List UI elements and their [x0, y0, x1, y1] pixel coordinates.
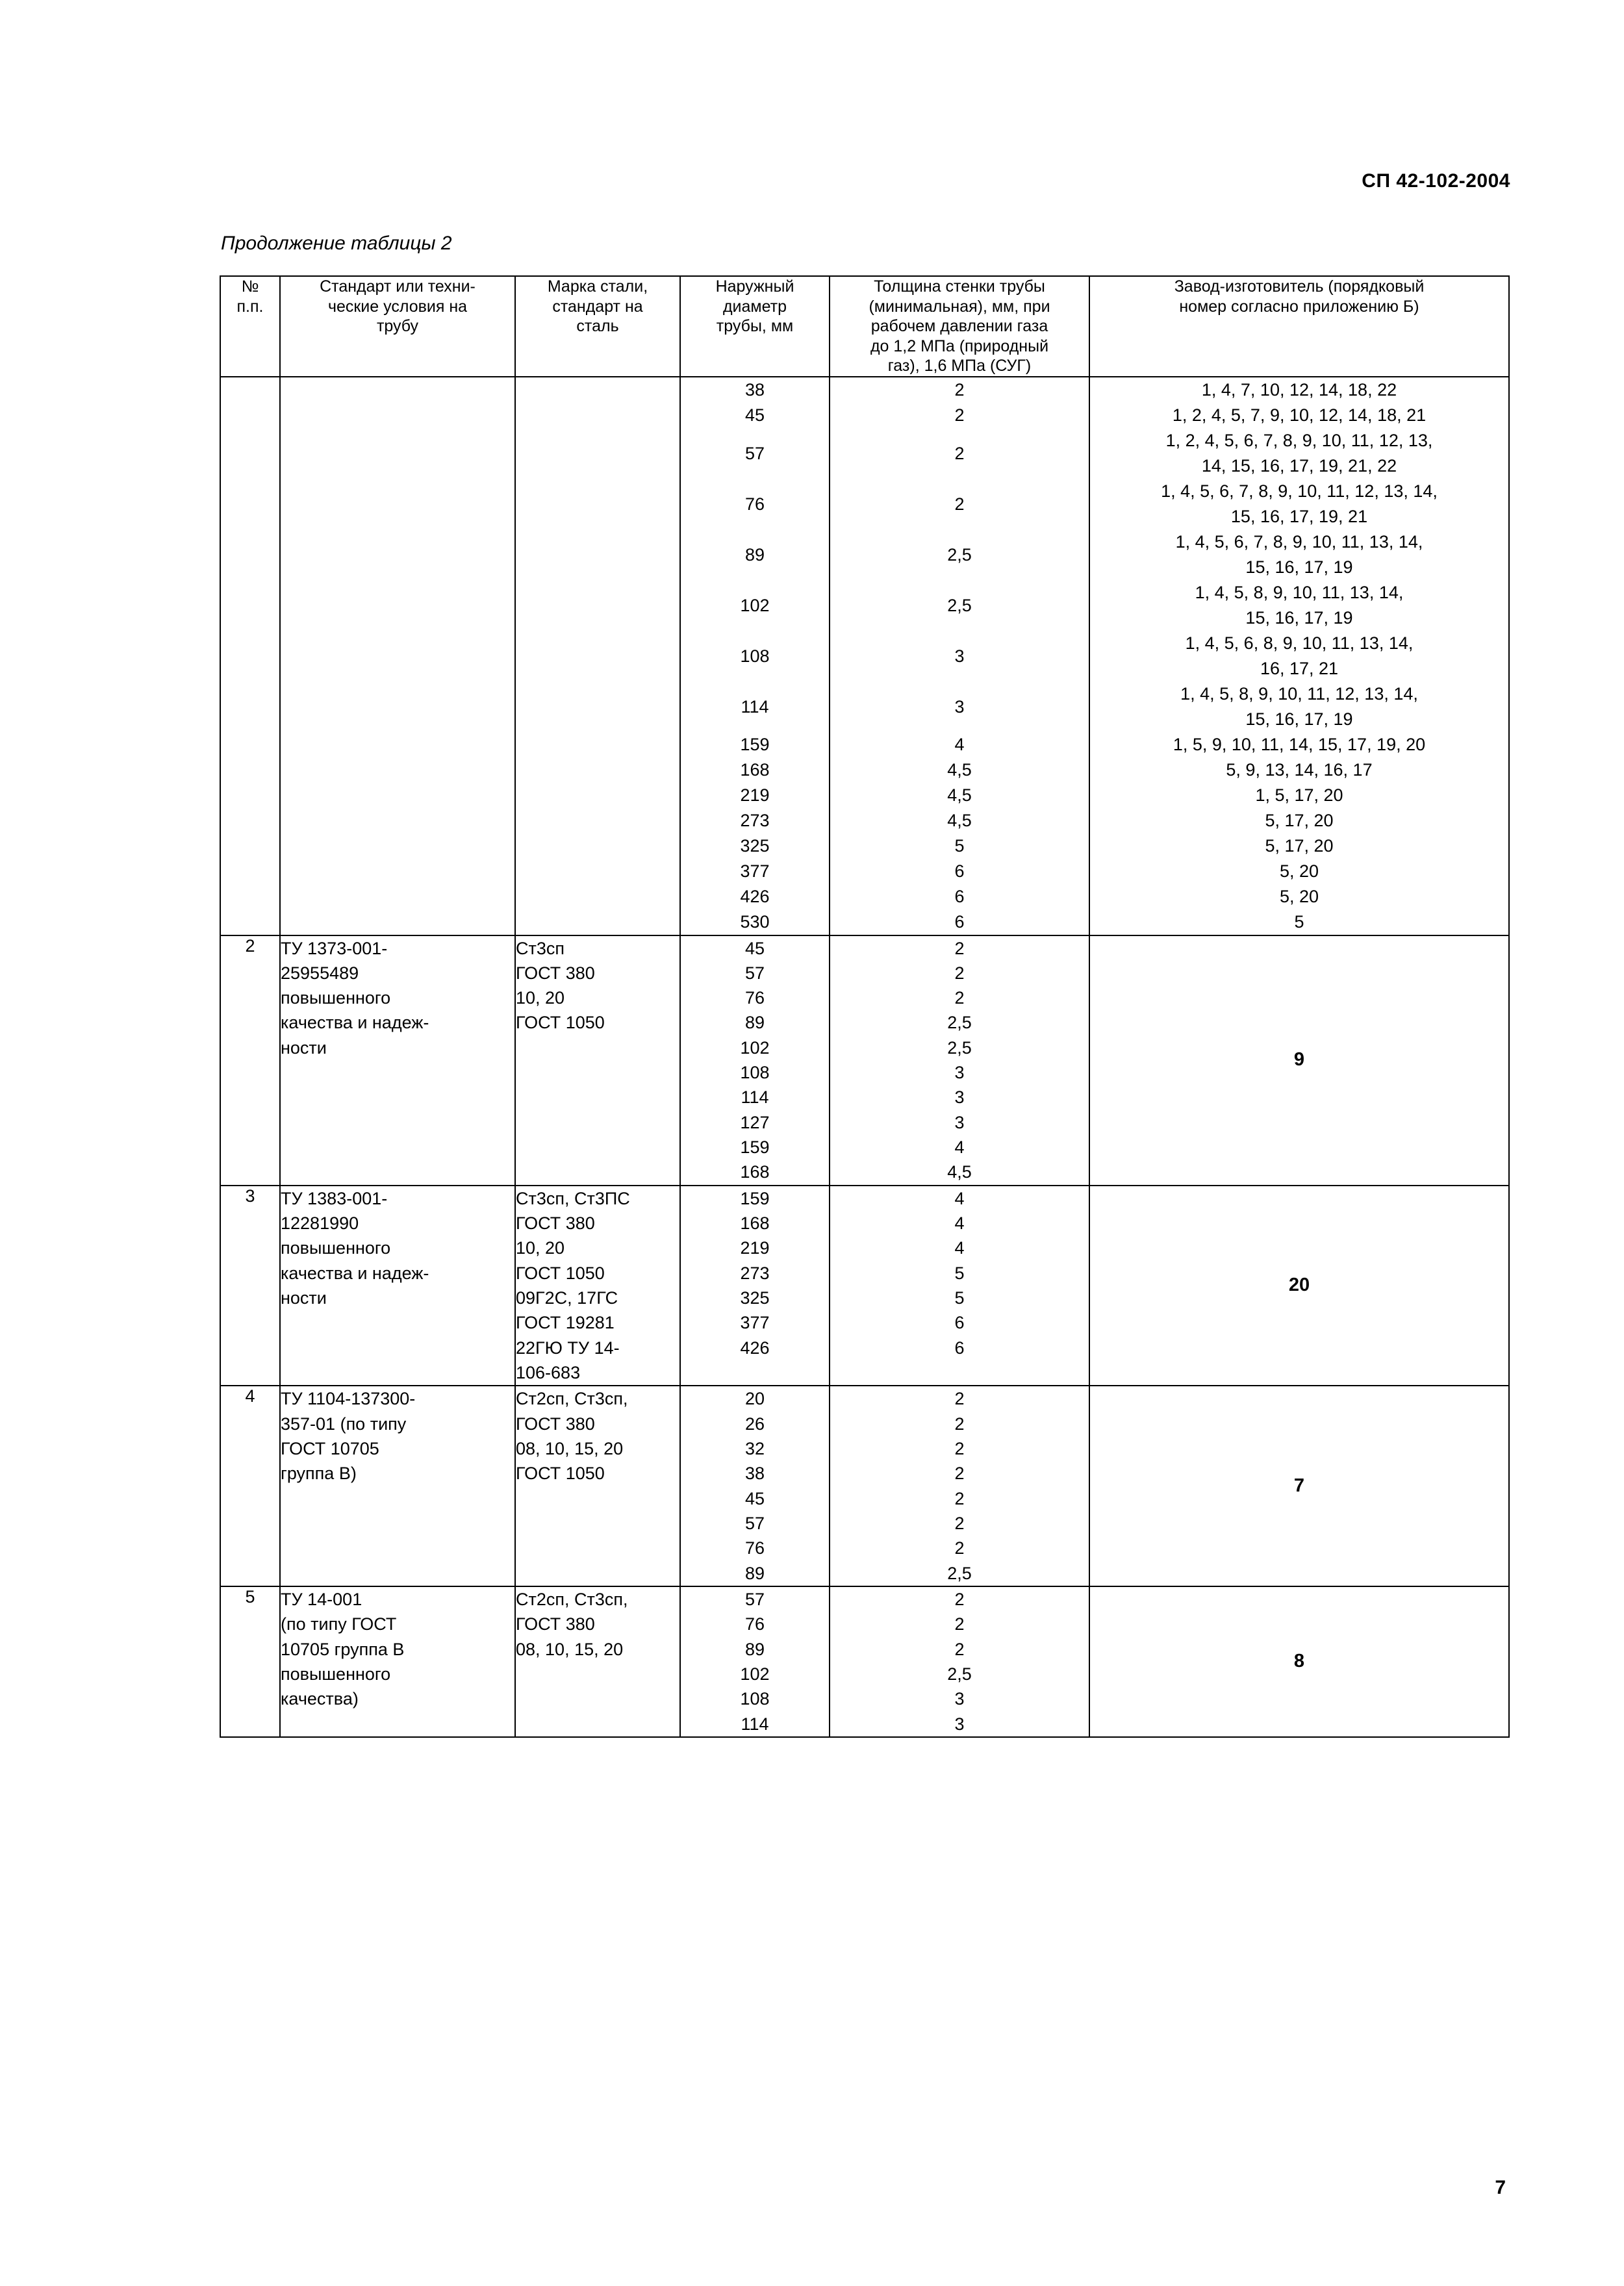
manufacturer-line: 14, 15, 16, 17, 19, 21, 22 — [1201, 455, 1397, 476]
wall-value: 2 — [954, 963, 965, 983]
document-code: СП 42-102-2004 — [1362, 170, 1510, 192]
table-continuation-title: Продолжение таблицы 2 — [221, 233, 452, 254]
diameter-value: 168 — [740, 759, 770, 780]
manufacturer-value — [1090, 681, 1508, 732]
diameter-value: 273 — [740, 1263, 770, 1283]
diameter-value: 219 — [740, 1238, 770, 1258]
header-cell-diameter — [680, 276, 830, 377]
header-standard-line3: трубу — [376, 317, 419, 335]
row-diameter-cell — [680, 377, 830, 935]
diameter-value: 26 — [744, 1414, 765, 1434]
table-row — [220, 1586, 1509, 1737]
manufacturer-value — [1090, 428, 1508, 479]
wall-value: 2 — [954, 1488, 965, 1508]
diameter-value: 325 — [740, 835, 770, 856]
diameter-value: 89 — [744, 1639, 765, 1659]
diameter-value: 32 — [744, 1439, 765, 1459]
manufacturer-line: 1, 4, 7, 10, 12, 14, 18, 22 — [1201, 379, 1397, 400]
wall-value: 2 — [954, 379, 965, 400]
header-steel-line1: Марка стали, — [547, 277, 648, 296]
wall-value: 3 — [954, 1063, 965, 1083]
manufacturer-line: 1, 5, 9, 10, 11, 14, 15, 17, 19, 20 — [1173, 734, 1426, 754]
manufacturer-value — [1090, 403, 1508, 428]
steel-line: 22ГЮ ТУ 14- — [516, 1338, 620, 1358]
row-standard-cell — [280, 1386, 515, 1586]
manufacturer-line: 15, 16, 17, 19 — [1245, 557, 1353, 577]
diameter-value: 102 — [740, 595, 770, 615]
table-row — [220, 377, 1509, 935]
diameter-value: 108 — [740, 646, 770, 666]
standard-line: ности — [281, 1288, 327, 1308]
standard-line: ГОСТ 10705 — [281, 1439, 379, 1459]
diameter-value: 325 — [740, 1288, 770, 1308]
manufacturer-value — [1090, 884, 1508, 909]
manufacturer-line: 5 — [1294, 911, 1304, 932]
diameter-value: 76 — [744, 494, 765, 514]
steel-line: 08, 10, 15, 20 — [516, 1439, 624, 1459]
diameter-value: 57 — [744, 1514, 765, 1534]
diameter-value: 168 — [740, 1162, 770, 1182]
diameter-value: 168 — [740, 1213, 770, 1234]
wall-value: 2,5 — [947, 595, 972, 615]
header-standard-line1: Стандарт или техни- — [320, 277, 476, 296]
wall-value: 4 — [954, 734, 965, 754]
manufacturer-value — [1090, 377, 1508, 403]
wall-value: 4,5 — [947, 785, 972, 805]
manufacturer-line: 1, 2, 4, 5, 7, 9, 10, 12, 14, 18, 21 — [1172, 405, 1427, 425]
manufacturer-value — [1090, 529, 1508, 580]
steel-line: ГОСТ 380 — [516, 963, 595, 983]
header-number-line2: п.п. — [236, 297, 264, 316]
row-diameter-cell — [680, 1386, 830, 1586]
header-cell-manufacturer — [1089, 276, 1509, 377]
manufacturer-value — [1090, 580, 1508, 631]
standard-line: ности — [281, 1037, 327, 1058]
row-steel-cell — [515, 935, 680, 1186]
wall-value: 2 — [954, 988, 965, 1008]
manufacturer-line: 5, 20 — [1279, 861, 1319, 881]
standard-line: группа В) — [281, 1464, 357, 1484]
wall-value: 6 — [954, 911, 965, 932]
table-row — [220, 1186, 1509, 1386]
row-wall-cell — [830, 1386, 1089, 1586]
manufacturer-line: 1, 4, 5, 8, 9, 10, 11, 12, 13, 14, — [1180, 683, 1418, 704]
wall-value: 2 — [954, 1514, 965, 1534]
wall-value: 5 — [954, 1263, 965, 1283]
row-wall-cell — [830, 377, 1089, 935]
row-steel-cell — [515, 1386, 680, 1586]
steel-line: ГОСТ 1050 — [516, 1464, 605, 1484]
manufacturer-value — [1090, 909, 1508, 935]
manufacturer-line: 15, 16, 17, 19, 21 — [1230, 506, 1368, 526]
diameter-value: 377 — [740, 1313, 770, 1333]
wall-value: 3 — [954, 696, 965, 717]
wall-value: 4,5 — [947, 810, 972, 830]
steel-line: 08, 10, 15, 20 — [516, 1639, 624, 1659]
standard-line: ТУ 1104-137300- — [281, 1389, 416, 1409]
steel-line: ГОСТ 19281 — [516, 1313, 615, 1333]
manufacturer-line: 1, 4, 5, 6, 7, 8, 9, 10, 11, 13, 14, — [1175, 531, 1423, 552]
diameter-value: 219 — [740, 785, 770, 805]
row-number-cell: 4 — [220, 1386, 280, 1586]
manufacturer-line: 5, 9, 13, 14, 16, 17 — [1226, 759, 1373, 780]
wall-value: 4,5 — [947, 1162, 972, 1182]
header-wall-line5: газ), 1,6 МПа (СУГ) — [887, 357, 1032, 375]
standard-line: (по типу ГОСТ — [281, 1614, 397, 1634]
row-manufacturer-cell: 7 — [1089, 1386, 1509, 1586]
row-number-cell: 5 — [220, 1586, 280, 1737]
row-standard-cell — [280, 1586, 515, 1737]
wall-value: 3 — [954, 1714, 965, 1734]
wall-value: 4,5 — [947, 759, 972, 780]
wall-value: 3 — [954, 646, 965, 666]
manufacturer-value — [1090, 631, 1508, 681]
diameter-value: 377 — [740, 861, 770, 881]
diameter-value: 89 — [744, 544, 765, 565]
wall-value: 3 — [954, 1112, 965, 1132]
manufacturer-line: 16, 17, 21 — [1260, 658, 1339, 678]
steel-line: ГОСТ 380 — [516, 1213, 595, 1234]
standard-line: 12281990 — [281, 1213, 359, 1234]
row-standard-cell — [280, 1186, 515, 1386]
row-number-cell: 3 — [220, 1186, 280, 1386]
standard-line: 25955489 — [281, 963, 359, 983]
wall-value: 2 — [954, 938, 965, 958]
diameter-value: 114 — [741, 696, 769, 717]
row-wall-cell — [830, 935, 1089, 1186]
header-steel-line2: стандарт на — [552, 297, 643, 316]
standard-line: повышенного — [281, 1664, 391, 1684]
wall-value: 3 — [954, 1087, 965, 1108]
row-diameter-cell — [680, 935, 830, 1186]
manufacturer-value — [1090, 732, 1508, 757]
steel-line: Ст2сп, Ст3сп, — [516, 1590, 628, 1610]
wall-value: 2 — [954, 1439, 965, 1459]
wall-value: 4 — [954, 1188, 965, 1208]
wall-value: 2 — [954, 494, 965, 514]
wall-value: 2 — [954, 1614, 965, 1634]
standard-line: повышенного — [281, 1238, 391, 1258]
wall-value: 6 — [954, 1338, 965, 1358]
manufacturer-line: 1, 4, 5, 6, 8, 9, 10, 11, 13, 14, — [1185, 633, 1414, 653]
row-number-cell: 2 — [220, 935, 280, 1186]
diameter-value: 38 — [744, 379, 765, 400]
header-steel-line3: сталь — [576, 317, 619, 335]
steel-line: ГОСТ 1050 — [516, 1013, 605, 1033]
table-row — [220, 1386, 1509, 1586]
manufacturer-line: 1, 5, 17, 20 — [1255, 785, 1343, 805]
manufacturer-line: 15, 16, 17, 19 — [1245, 709, 1353, 729]
manufacturer-line: 5, 17, 20 — [1265, 810, 1334, 830]
row-steel-cell — [515, 1186, 680, 1386]
diameter-value: 57 — [744, 1590, 765, 1610]
diameter-value: 159 — [740, 1137, 770, 1158]
row-standard-cell — [280, 935, 515, 1186]
steel-line: 106-683 — [516, 1363, 581, 1383]
diameter-value: 159 — [740, 1188, 770, 1208]
wall-value: 2 — [954, 1590, 965, 1610]
diameter-value: 426 — [740, 1338, 770, 1358]
header-cell-number — [220, 276, 280, 377]
manufacturer-line: 5, 20 — [1279, 886, 1319, 906]
steel-line: Ст3сп, Ст3ПС — [516, 1188, 630, 1208]
wall-value: 2,5 — [947, 1037, 972, 1058]
steel-line: 09Г2С, 17ГС — [516, 1288, 618, 1308]
wall-value: 2 — [954, 1464, 965, 1484]
wall-value: 5 — [954, 835, 965, 856]
steel-line: ГОСТ 380 — [516, 1414, 595, 1434]
manufacturer-value — [1090, 783, 1508, 808]
wall-value: 6 — [954, 1313, 965, 1333]
diameter-value: 20 — [744, 1389, 765, 1409]
row-steel-cell — [515, 1586, 680, 1737]
header-number-line1: № — [241, 277, 259, 296]
diameter-value: 57 — [744, 443, 765, 463]
row-diameter-cell — [680, 1186, 830, 1386]
diameter-value: 76 — [744, 1614, 765, 1634]
wall-value: 4 — [954, 1213, 965, 1234]
wall-value: 2,5 — [947, 1563, 972, 1583]
row-manufacturer-cell: 8 — [1089, 1586, 1509, 1737]
wall-value: 2 — [954, 1538, 965, 1558]
wall-value: 2,5 — [947, 1013, 972, 1033]
manufacturer-value — [1090, 833, 1508, 859]
header-wall-line4: до 1,2 МПа (природный — [870, 337, 1049, 355]
standard-line: 357-01 (по типу — [281, 1414, 407, 1434]
diameter-value: 45 — [744, 405, 765, 425]
diameter-value: 102 — [740, 1664, 770, 1684]
manufacturer-line: 1, 2, 4, 5, 6, 7, 8, 9, 10, 11, 12, 13, — [1165, 430, 1433, 450]
diameter-value: 102 — [740, 1037, 770, 1058]
manufacturer-value — [1090, 859, 1508, 884]
header-plant-line1: Завод-изготовитель (порядковый — [1174, 277, 1425, 296]
row-diameter-cell — [680, 1586, 830, 1737]
header-cell-standard — [280, 276, 515, 377]
row-manufacturer-cell: 20 — [1089, 1186, 1509, 1386]
steel-line: ГОСТ 380 — [516, 1614, 595, 1634]
header-standard-line2: ческие условия на — [327, 297, 468, 316]
header-wall-line1: Толщина стенки трубы — [874, 277, 1045, 296]
diameter-value: 57 — [744, 963, 765, 983]
steel-line: ГОСТ 1050 — [516, 1263, 605, 1283]
diameter-value: 127 — [740, 1112, 770, 1132]
diameter-value: 159 — [740, 734, 770, 754]
steel-line: 10, 20 — [516, 1238, 565, 1258]
diameter-value: 45 — [744, 938, 765, 958]
wall-value: 2 — [954, 1639, 965, 1659]
wall-value: 6 — [954, 861, 965, 881]
diameter-value: 108 — [740, 1689, 770, 1709]
steel-line: 10, 20 — [516, 988, 565, 1008]
manufacturer-value — [1090, 808, 1508, 833]
row-wall-cell — [830, 1586, 1089, 1737]
steel-line: Ст2сп, Ст3сп, — [516, 1389, 628, 1409]
manufacturer-value — [1090, 479, 1508, 529]
header-cell-steel-grade — [515, 276, 680, 377]
diameter-value: 114 — [741, 1714, 769, 1734]
header-cell-wall-thickness — [830, 276, 1089, 377]
row-number-cell — [220, 377, 280, 935]
standard-line: качества) — [281, 1689, 359, 1709]
diameter-value: 89 — [744, 1013, 765, 1033]
wall-value: 4 — [954, 1137, 965, 1158]
standard-line: качества и надеж- — [281, 1013, 429, 1033]
diameter-value: 530 — [740, 911, 770, 932]
page-number: 7 — [1495, 2177, 1506, 2198]
manufacturer-line: 15, 16, 17, 19 — [1245, 607, 1353, 628]
wall-value: 4 — [954, 1238, 965, 1258]
header-diameter-line1: Наружный — [715, 277, 794, 296]
pipe-specification-table — [220, 275, 1510, 1738]
diameter-value: 76 — [744, 988, 765, 1008]
diameter-value: 45 — [744, 1488, 765, 1508]
diameter-value: 89 — [744, 1563, 765, 1583]
manufacturer-value — [1090, 757, 1508, 783]
header-wall-line3: рабочем давлении газа — [870, 317, 1048, 335]
wall-value: 2,5 — [947, 544, 972, 565]
standard-line: ТУ 14-001 — [281, 1590, 362, 1610]
header-diameter-line2: диаметр — [722, 297, 787, 316]
standard-line: качества и надеж- — [281, 1263, 429, 1283]
standard-line: 10705 группа В — [281, 1639, 405, 1659]
table-header-row — [220, 276, 1509, 377]
wall-value: 2 — [954, 1389, 965, 1409]
manufacturer-line: 1, 4, 5, 6, 7, 8, 9, 10, 11, 12, 13, 14, — [1161, 481, 1438, 501]
diameter-value: 426 — [740, 886, 770, 906]
wall-value: 2 — [954, 443, 965, 463]
standard-line: ТУ 1383-001- — [281, 1188, 388, 1208]
row-standard-cell — [280, 377, 515, 935]
wall-value: 6 — [954, 886, 965, 906]
diameter-value: 273 — [740, 810, 770, 830]
standard-line: ТУ 1373-001- — [281, 938, 388, 958]
row-wall-cell — [830, 1186, 1089, 1386]
row-steel-cell — [515, 377, 680, 935]
steel-line: Ст3сп — [516, 938, 565, 958]
manufacturer-line: 1, 4, 5, 8, 9, 10, 11, 13, 14, — [1195, 582, 1404, 602]
standard-line: повышенного — [281, 988, 391, 1008]
diameter-value: 76 — [744, 1538, 765, 1558]
manufacturer-line: 5, 17, 20 — [1265, 835, 1334, 856]
header-plant-line2: номер согласно приложению Б) — [1179, 297, 1419, 316]
diameter-value: 114 — [741, 1087, 769, 1108]
wall-value: 2 — [954, 405, 965, 425]
diameter-value: 108 — [740, 1063, 770, 1083]
wall-value: 2 — [954, 1414, 965, 1434]
table-row — [220, 935, 1509, 1186]
diameter-value: 38 — [744, 1464, 765, 1484]
wall-value: 2,5 — [947, 1664, 972, 1684]
row-manufacturer-cell — [1089, 377, 1509, 935]
wall-value: 5 — [954, 1288, 965, 1308]
row-manufacturer-cell: 9 — [1089, 935, 1509, 1186]
wall-value: 3 — [954, 1689, 965, 1709]
header-diameter-line3: трубы, мм — [716, 317, 794, 335]
header-wall-line2: (минимальная), мм, при — [869, 297, 1050, 316]
